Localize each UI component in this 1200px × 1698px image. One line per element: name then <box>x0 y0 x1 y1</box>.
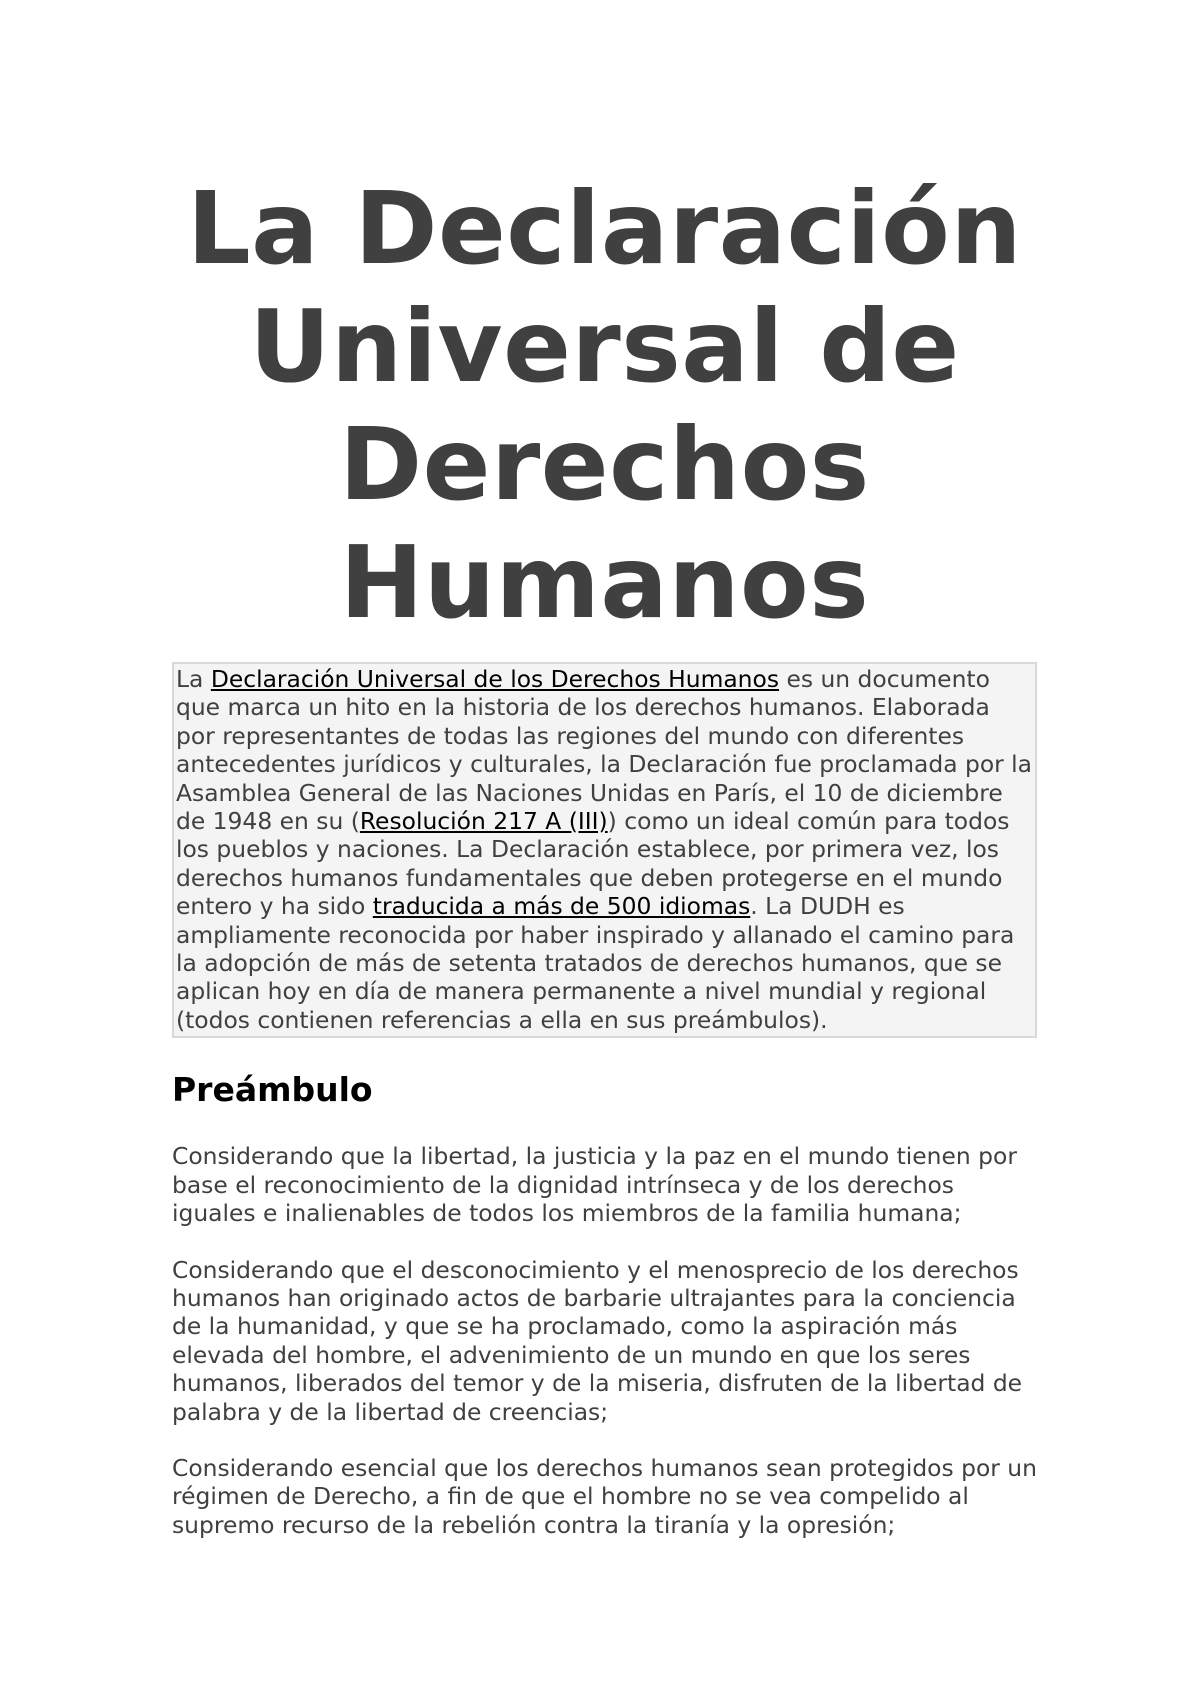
document-page <box>172 170 1037 1567</box>
title-line: La Declaración <box>186 170 1023 287</box>
preamble-paragraph: Considerando que el desconocimiento y el menosprecio de los derechos humanos han originado actos de barbarie ultrajantes para la conciencia de la humanidad, y que se ha proclamado, como la aspiración más elevada del hombre, el advenimiento de un mundo en que los seres humanos, liberados del temor y de la miseria, disfruten de la libertad de palabra y de la libertad de creencias; <box>172 1255 1023 1426</box>
document-title <box>172 170 1037 642</box>
title-line: Humanos <box>339 524 870 641</box>
intro-text: es un documento que marca un hito en la historia de los derechos humanos. Elaborada por representantes de todas las regiones del mundo con diferentes antecedentes jurídicos y culturales, la Declaración fue proclamada por la Asamblea General de las Naciones Unidas en París, el 10 de diciembre de 1948 en su ( <box>176 665 1033 836</box>
preamble-paragraph: Considerando que la libertad, la justicia y la paz en el mundo tienen por base el reconocimiento de la dignidad intrínseca y de los derechos iguales e inalienables de todos los miembros de la familia humana; <box>172 1142 1017 1228</box>
title-line: Derechos <box>339 406 870 523</box>
resolution-link[interactable]: Resolución 217 A (III) <box>359 807 608 836</box>
preamble-paragraph: Considerando esencial que los derechos humanos sean protegidos por un régimen de Derecho, a fin de que el hombre no se vea compelido al supremo recurso de la rebelión contra la tiranía y la opresión; <box>172 1453 1037 1539</box>
intro-text: . La DUDH es ampliamente reconocida por haber inspirado y allanado el camino para la adopción de más de setenta tratados de derechos humanos, que se aplican hoy en día de manera permanente a nivel mundial y regional (todos contienen referencias a ella en sus preámbulos). <box>176 892 1015 1034</box>
intro-text: La <box>176 665 211 693</box>
title-line: Universal de <box>249 288 960 405</box>
intro-text: ) como un ideal común para todos los pueblos y naciones. La Declaración establece, por primera vez, los derechos humanos fundamentales que deben protegerse en el mundo entero y ha sido <box>176 807 1010 921</box>
translations-link[interactable]: traducida a más de 500 idiomas <box>372 892 751 921</box>
intro-box <box>172 662 1037 1038</box>
udhr-link[interactable]: Declaración Universal de los Derechos Humanos <box>210 665 780 693</box>
preamble-heading: Preámbulo <box>172 1070 373 1110</box>
